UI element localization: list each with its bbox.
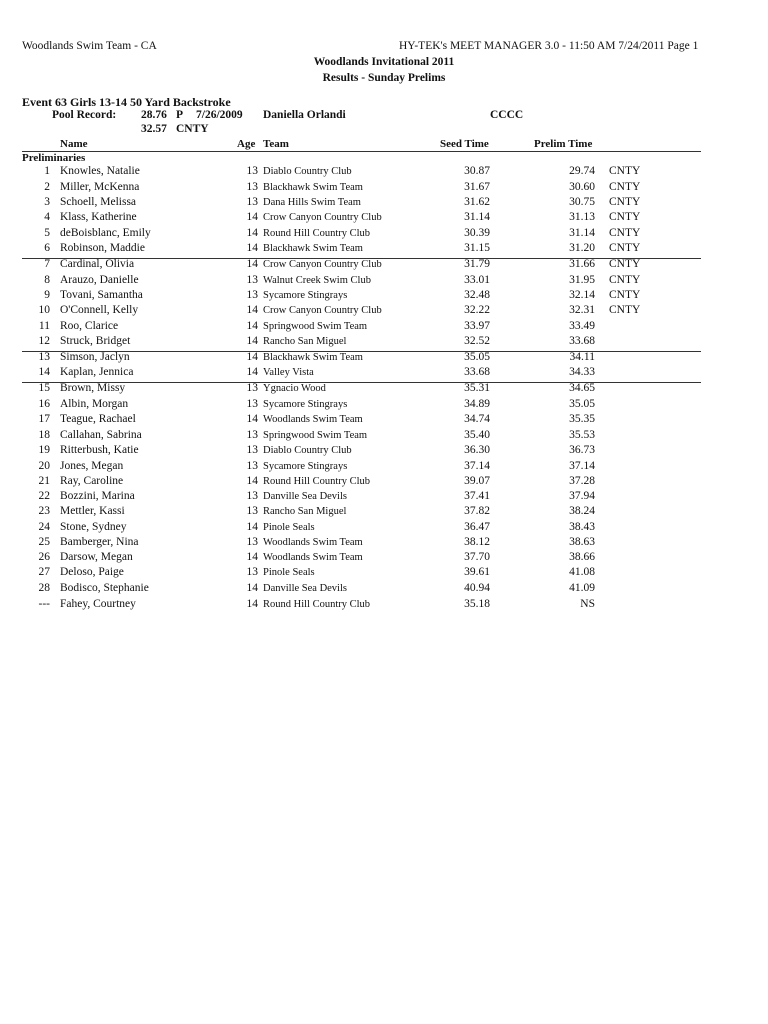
age-cell: 14: [246, 258, 258, 270]
section-label: Preliminaries: [22, 152, 86, 164]
prelim-time: 33.68: [569, 335, 595, 347]
age-cell: 14: [246, 335, 258, 347]
swimmer-name: Roo, Clarice: [60, 320, 119, 332]
prelim-time: 38.63: [569, 536, 595, 548]
place-cell: 13: [38, 351, 50, 363]
age-cell: 13: [246, 165, 258, 177]
team-name: Sycamore Stingrays: [263, 399, 348, 410]
column-name: Name: [60, 138, 88, 150]
team-name: Rancho San Miguel: [263, 336, 347, 347]
prelim-time: 37.94: [569, 490, 595, 502]
qualifier-mark: CNTY: [609, 227, 641, 239]
qualifier-mark: CNTY: [609, 304, 641, 316]
swimmer-name: Ritterbush, Katie: [60, 444, 139, 456]
team-name: Danville Sea Devils: [263, 491, 347, 502]
table-row: [0, 195, 768, 210]
age-cell: 14: [246, 475, 258, 487]
swimmer-name: Deloso, Paige: [60, 566, 124, 578]
prelim-time: 36.73: [569, 444, 595, 456]
seed-time: 34.89: [464, 398, 490, 410]
pool-record-holder: Daniella Orlandi: [263, 109, 346, 121]
swimmer-name: Albin, Morgan: [60, 398, 129, 410]
seed-time: 38.12: [464, 536, 490, 548]
swimmer-name: Ray, Caroline: [60, 475, 124, 487]
team-name: Sycamore Stingrays: [263, 290, 348, 301]
team-name: Crow Canyon Country Club: [263, 212, 382, 223]
prelim-time: 38.24: [569, 505, 595, 517]
table-row: [0, 365, 768, 380]
seed-time: 36.30: [464, 444, 490, 456]
seed-time: 35.40: [464, 429, 490, 441]
cut-time: 32.57: [141, 123, 167, 135]
seed-time: 37.41: [464, 490, 490, 502]
team-name: Pinole Seals: [263, 522, 315, 533]
table-row: [0, 550, 768, 565]
team-name: Blackhawk Swim Team: [263, 352, 363, 363]
swimmer-name: Struck, Bridget: [60, 335, 131, 347]
seed-time: 36.47: [464, 521, 490, 533]
seed-time: 37.70: [464, 551, 490, 563]
place-cell: 9: [44, 289, 50, 301]
place-cell: 12: [38, 335, 50, 347]
seed-time: 32.48: [464, 289, 490, 301]
age-cell: 13: [246, 398, 258, 410]
table-row: [0, 581, 768, 596]
swimmer-name: Cardinal, Olivia: [60, 258, 135, 270]
seed-time: 31.62: [464, 196, 490, 208]
place-cell: 10: [38, 304, 50, 316]
age-cell: 14: [246, 320, 258, 332]
cut-label: CNTY: [176, 123, 209, 135]
place-cell: 25: [38, 536, 50, 548]
column-team: Team: [263, 138, 289, 150]
team-name: Round Hill Country Club: [263, 476, 371, 487]
place-cell: 26: [38, 551, 50, 563]
team-name: Crow Canyon Country Club: [263, 305, 382, 316]
table-row: [0, 226, 768, 241]
prelim-time: 35.35: [569, 413, 595, 425]
prelim-time: 30.75: [569, 196, 595, 208]
place-cell: 4: [44, 211, 50, 223]
qualifier-mark: CNTY: [609, 181, 641, 193]
pool-record-flag: P: [176, 109, 184, 121]
prelim-time: NS: [580, 598, 595, 610]
place-cell: 16: [38, 398, 50, 410]
age-cell: 14: [246, 242, 258, 254]
meet-title: Woodlands Invitational 2011: [313, 56, 455, 68]
seed-time: 30.39: [464, 227, 490, 239]
seed-time: 35.31: [464, 382, 490, 394]
heat-divider: [22, 351, 701, 352]
team-name: Woodlands Swim Team: [263, 552, 363, 563]
table-row: [0, 350, 768, 365]
meet-subtitle: Results - Sunday Prelims: [322, 72, 446, 84]
pool-record-time: 28.76: [141, 109, 167, 121]
seed-time: 31.15: [464, 242, 490, 254]
prelim-time: 31.14: [569, 227, 595, 239]
age-cell: 13: [246, 536, 258, 548]
table-row: [0, 334, 768, 349]
age-cell: 14: [246, 521, 258, 533]
age-cell: 14: [246, 551, 258, 563]
place-cell: 3: [44, 196, 50, 208]
seed-time: 39.07: [464, 475, 490, 487]
age-cell: 14: [246, 366, 258, 378]
swimmer-name: Bozzini, Marina: [60, 490, 135, 502]
table-row: [0, 474, 768, 489]
place-cell: 24: [38, 521, 50, 533]
age-cell: 13: [246, 505, 258, 517]
age-cell: 13: [246, 181, 258, 193]
table-row: [0, 319, 768, 334]
age-cell: 13: [246, 429, 258, 441]
heat-divider: [22, 382, 701, 383]
swimmer-name: Robinson, Maddie: [60, 242, 145, 254]
age-cell: 14: [246, 227, 258, 239]
table-row: [0, 241, 768, 256]
team-name: Springwood Swim Team: [263, 430, 368, 441]
team-name: Woodlands Swim Team: [263, 537, 363, 548]
place-cell: 23: [38, 505, 50, 517]
team-header: Woodlands Swim Team - CA: [22, 40, 157, 52]
age-cell: 14: [246, 582, 258, 594]
swimmer-name: Bodisco, Stephanie: [60, 582, 149, 594]
age-cell: 13: [246, 490, 258, 502]
swimmer-name: Darsow, Megan: [60, 551, 133, 563]
team-name: Blackhawk Swim Team: [263, 243, 363, 254]
table-row: [0, 180, 768, 195]
prelim-time: 38.66: [569, 551, 595, 563]
team-name: Dana Hills Swim Team: [263, 197, 361, 208]
age-cell: 13: [246, 460, 258, 472]
event-title: Event 63 Girls 13-14 50 Yard Backstroke: [22, 95, 231, 109]
place-cell: ---: [38, 598, 50, 610]
table-row: [0, 412, 768, 427]
prelim-time: 35.53: [569, 429, 595, 441]
place-cell: 28: [38, 582, 50, 594]
seed-time: 31.79: [464, 258, 490, 270]
column-header-row: [0, 137, 768, 152]
place-cell: 7: [44, 258, 50, 270]
team-name: Blackhawk Swim Team: [263, 182, 363, 193]
seed-time: 40.94: [464, 582, 490, 594]
table-row: [0, 397, 768, 412]
prelim-time: 32.31: [569, 304, 595, 316]
column-seed-time: Seed Time: [440, 138, 489, 150]
swimmer-name: Simson, Jaclyn: [60, 351, 130, 363]
team-name: Round Hill Country Club: [263, 599, 371, 610]
table-row: [0, 288, 768, 303]
place-cell: 20: [38, 460, 50, 472]
team-name: Round Hill Country Club: [263, 228, 371, 239]
age-cell: 14: [246, 413, 258, 425]
age-cell: 14: [246, 598, 258, 610]
prelim-time: 31.95: [569, 274, 595, 286]
team-name: Pinole Seals: [263, 567, 315, 578]
table-row: [0, 459, 768, 474]
qualifier-mark: CNTY: [609, 274, 641, 286]
prelim-time: 41.08: [569, 566, 595, 578]
swimmer-name: Miller, McKenna: [60, 181, 140, 193]
swimmer-name: Fahey, Courtney: [60, 598, 136, 610]
swimmer-name: Tovani, Samantha: [60, 289, 143, 301]
age-cell: 13: [246, 566, 258, 578]
prelim-time: 33.49: [569, 320, 595, 332]
table-row: [0, 257, 768, 272]
table-row: [0, 597, 768, 612]
prelim-time: 30.60: [569, 181, 595, 193]
table-row: [0, 303, 768, 318]
table-row: [0, 443, 768, 458]
age-cell: 14: [246, 304, 258, 316]
seed-time: 32.52: [464, 335, 490, 347]
column-age: Age: [237, 138, 256, 150]
team-name: Rancho San Miguel: [263, 506, 347, 517]
table-row: [0, 535, 768, 550]
prelim-time: 37.14: [569, 460, 595, 472]
swimmer-name: Brown, Missy: [60, 382, 126, 394]
age-cell: 13: [246, 444, 258, 456]
table-row: [0, 273, 768, 288]
swimmer-name: Mettler, Kassi: [60, 505, 125, 517]
pool-record-label: Pool Record:: [52, 109, 117, 121]
prelim-time: 34.33: [569, 366, 595, 378]
prelim-time: 29.74: [569, 165, 595, 177]
seed-time: 37.82: [464, 505, 490, 517]
age-cell: 14: [246, 351, 258, 363]
table-row: [0, 164, 768, 179]
software-header: HY-TEK's MEET MANAGER 3.0 - 11:50 AM 7/24/2011 Page 1: [399, 40, 699, 52]
age-cell: 13: [246, 274, 258, 286]
pool-record-date: 7/26/2009: [196, 109, 243, 121]
qualifier-mark: CNTY: [609, 165, 641, 177]
prelim-time: 31.13: [569, 211, 595, 223]
swimmer-name: Knowles, Natalie: [60, 165, 140, 177]
prelim-time: 32.14: [569, 289, 595, 301]
table-row: [0, 210, 768, 225]
table-row: [0, 489, 768, 504]
prelim-time: 37.28: [569, 475, 595, 487]
team-name: Sycamore Stingrays: [263, 461, 348, 472]
age-cell: 13: [246, 289, 258, 301]
team-name: Valley Vista: [263, 367, 314, 378]
table-row: [0, 504, 768, 519]
age-cell: 13: [246, 196, 258, 208]
swimmer-name: Arauzo, Danielle: [60, 274, 139, 286]
place-cell: 27: [38, 566, 50, 578]
swimmer-name: Jones, Megan: [60, 460, 124, 472]
prelim-time: 31.20: [569, 242, 595, 254]
heat-divider: [22, 258, 701, 259]
table-row: [0, 565, 768, 580]
seed-time: 35.18: [464, 598, 490, 610]
team-name: Danville Sea Devils: [263, 583, 347, 594]
place-cell: 14: [38, 366, 50, 378]
qualifier-mark: CNTY: [609, 196, 641, 208]
seed-time: 34.74: [464, 413, 490, 425]
seed-time: 39.61: [464, 566, 490, 578]
seed-time: 31.14: [464, 211, 490, 223]
place-cell: 22: [38, 490, 50, 502]
place-cell: 6: [44, 242, 50, 254]
swimmer-name: deBoisblanc, Emily: [60, 227, 151, 239]
seed-time: 33.01: [464, 274, 490, 286]
table-row: [0, 520, 768, 535]
place-cell: 19: [38, 444, 50, 456]
place-cell: 1: [44, 165, 50, 177]
prelim-time: 35.05: [569, 398, 595, 410]
team-name: Woodlands Swim Team: [263, 414, 363, 425]
table-row: [0, 381, 768, 396]
swimmer-name: Klass, Katherine: [60, 211, 137, 223]
team-name: Crow Canyon Country Club: [263, 259, 382, 270]
team-name: Springwood Swim Team: [263, 321, 368, 332]
prelim-time: 41.09: [569, 582, 595, 594]
swimmer-name: O'Connell, Kelly: [60, 304, 139, 316]
pool-record-team: CCCC: [490, 109, 524, 121]
age-cell: 14: [246, 211, 258, 223]
table-row: [0, 428, 768, 443]
place-cell: 18: [38, 429, 50, 441]
swimmer-name: Stone, Sydney: [60, 521, 127, 533]
team-name: Walnut Creek Swim Club: [263, 275, 371, 286]
seed-time: 32.22: [464, 304, 490, 316]
qualifier-mark: CNTY: [609, 242, 641, 254]
place-cell: 17: [38, 413, 50, 425]
prelim-time: 34.11: [569, 351, 595, 363]
column-prelim-time: Prelim Time: [534, 138, 593, 150]
prelim-time: 34.65: [569, 382, 595, 394]
seed-time: 33.68: [464, 366, 490, 378]
place-cell: 8: [44, 274, 50, 286]
seed-time: 35.05: [464, 351, 490, 363]
qualifier-mark: CNTY: [609, 289, 641, 301]
qualifier-mark: CNTY: [609, 258, 641, 270]
place-cell: 11: [38, 320, 50, 332]
seed-time: 30.87: [464, 165, 490, 177]
swimmer-name: Teague, Rachael: [60, 413, 136, 425]
seed-time: 31.67: [464, 181, 490, 193]
place-cell: 5: [44, 227, 50, 239]
age-cell: 13: [246, 382, 258, 394]
swimmer-name: Kaplan, Jennica: [60, 366, 134, 378]
team-name: Diablo Country Club: [263, 166, 352, 177]
header-divider: [22, 151, 701, 152]
qualifier-mark: CNTY: [609, 211, 641, 223]
place-cell: 15: [38, 382, 50, 394]
place-cell: 2: [44, 181, 50, 193]
seed-time: 37.14: [464, 460, 490, 472]
swimmer-name: Callahan, Sabrina: [60, 429, 142, 441]
swimmer-name: Bamberger, Nina: [60, 536, 139, 548]
team-name: Diablo Country Club: [263, 445, 352, 456]
prelim-time: 38.43: [569, 521, 595, 533]
seed-time: 33.97: [464, 320, 490, 332]
prelim-time: 31.66: [569, 258, 595, 270]
swimmer-name: Schoell, Melissa: [60, 196, 137, 208]
team-name: Ygnacio Wood: [263, 383, 326, 394]
place-cell: 21: [38, 475, 50, 487]
